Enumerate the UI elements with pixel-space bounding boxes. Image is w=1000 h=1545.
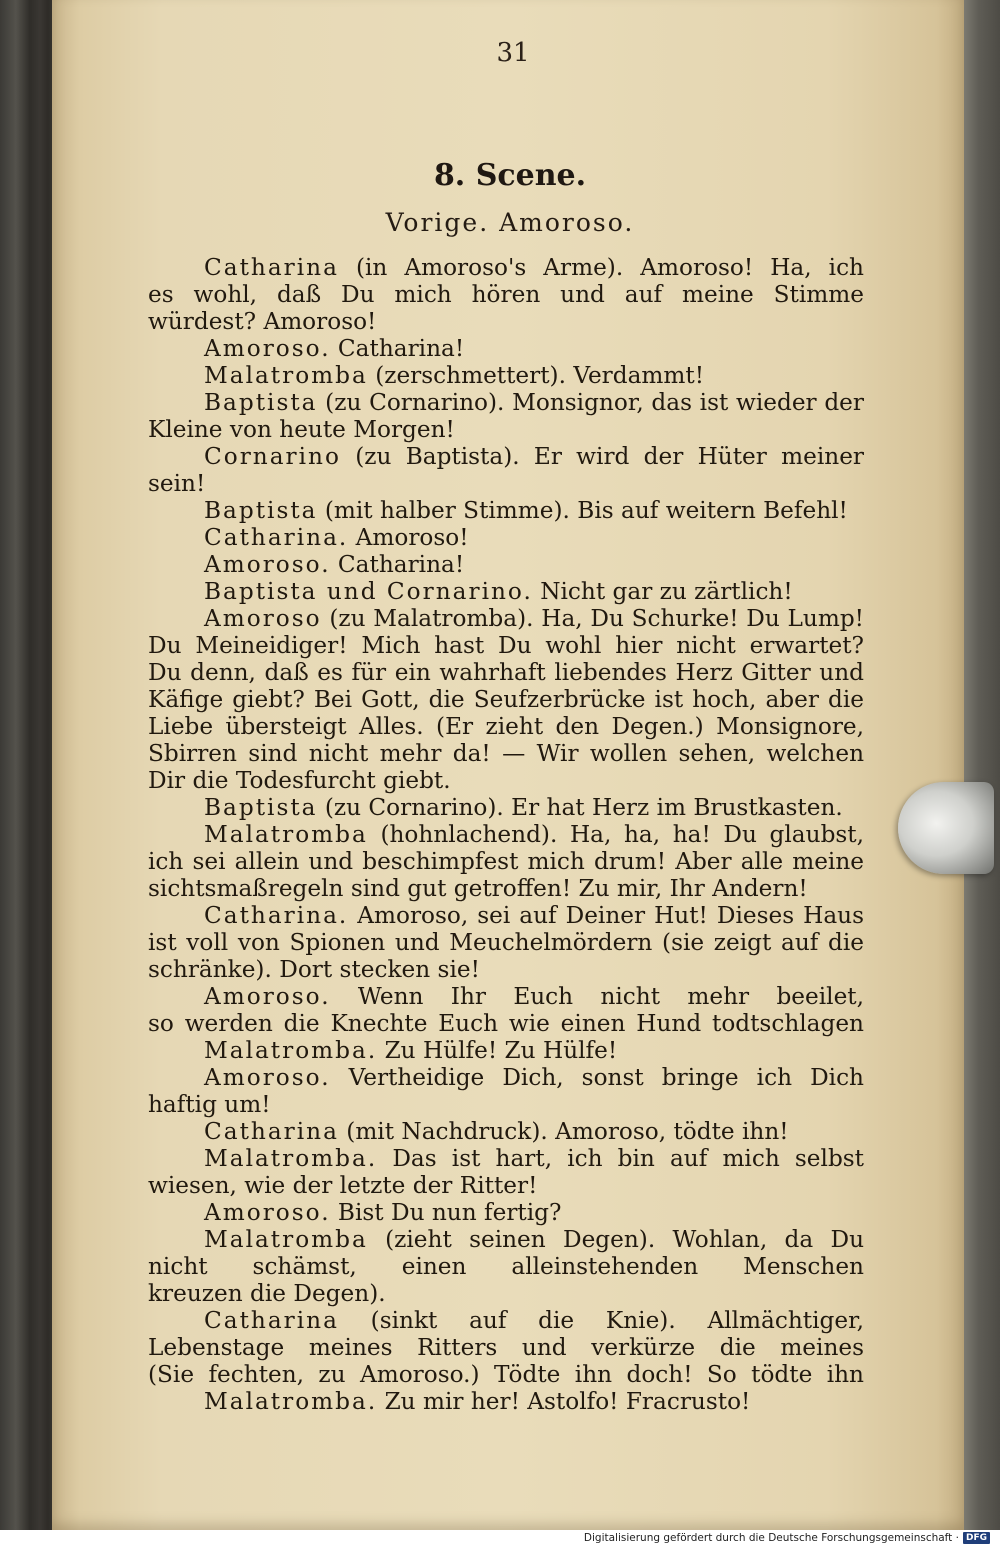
line-text: Zu mir her! Astolfo! Fracrusto! xyxy=(377,1388,751,1415)
text-line xyxy=(148,605,864,632)
line-text: Käfige giebt? Bei Gott, die Seufzerbrücke ist hoch, aber die xyxy=(148,686,864,713)
text-line xyxy=(148,551,864,578)
text-line xyxy=(148,1388,864,1415)
line-text: Amoroso, sei auf Deiner Hut! Dieses Haus xyxy=(348,902,864,929)
text-line xyxy=(148,1253,864,1280)
book-edge xyxy=(964,0,1000,1530)
line-text: Du Meineidiger! Mich hast Du wohl hier nicht erwartet? xyxy=(148,632,864,659)
speaker-name: Amoroso. xyxy=(204,1064,331,1091)
text-line xyxy=(148,1091,864,1118)
speaker-name: Baptista xyxy=(204,389,318,416)
line-text: (zu Cornarino). Er hat Herz im Brustkasten. xyxy=(317,794,843,821)
speaker-name: Catharina. xyxy=(204,902,349,929)
text-line xyxy=(148,1145,864,1172)
speaker-name: Amoroso xyxy=(204,605,322,632)
page-clip xyxy=(898,782,994,874)
speaker-name: Amoroso. xyxy=(204,335,331,362)
line-text: nicht schämst, einen alleinstehenden Menschen xyxy=(148,1253,864,1280)
text-line xyxy=(148,794,864,821)
line-text: Bist Du nun fertig? xyxy=(330,1199,562,1226)
speaker-name: Malatromba. xyxy=(204,1388,378,1415)
text-line xyxy=(148,767,864,794)
scene-title: 8. Scene. xyxy=(433,158,587,193)
line-text: Wenn Ihr Euch nicht mehr beeilet, xyxy=(357,983,864,1010)
line-text: Amoroso! xyxy=(348,524,469,551)
line-text: Zu Hülfe! Zu Hülfe! xyxy=(377,1037,618,1064)
text-line xyxy=(148,632,864,659)
line-text: (in Amoroso's Arme). Amoroso! Ha, ich xyxy=(355,254,864,281)
text-line xyxy=(148,308,864,335)
text-line xyxy=(148,254,864,281)
line-text: Vertheidige Dich, sonst bringe ich Dich xyxy=(348,1064,864,1091)
text-line xyxy=(148,848,864,875)
line-text: würdest? Amoroso! xyxy=(148,308,377,335)
text-line xyxy=(148,578,864,605)
line-text: (zu Malatromba). Ha, Du Schurke! Du Lump! xyxy=(321,605,864,632)
dfg-logo: DFG xyxy=(963,1532,990,1544)
text-line xyxy=(148,1280,864,1307)
speaker-name: Amoroso. xyxy=(204,983,331,1010)
speaker-name: Baptista xyxy=(204,497,318,524)
line-text: wiesen, wie der letzte der Ritter! xyxy=(148,1172,538,1199)
line-text: (sinkt auf die Knie). Allmächtiger, xyxy=(370,1307,864,1334)
line-text: Kleine von heute Morgen! xyxy=(148,416,455,443)
footer-credit: Digitalisierung gefördert durch die Deutsche Forschungsgemeinschaft · xyxy=(583,1532,959,1544)
text-line xyxy=(148,443,864,470)
line-text: Das ist hart, ich bin auf mich selbst xyxy=(392,1145,864,1172)
text-line xyxy=(148,713,864,740)
footer xyxy=(584,1531,990,1545)
speaker-name: Malatromba xyxy=(204,821,368,848)
line-text: (hohnlachend). Ha, ha, ha! Du glaubst, xyxy=(367,821,864,848)
line-text: (zieht seinen Degen). Wohlan, da Du xyxy=(385,1226,864,1253)
line-text: (mit halber Stimme). Bis auf weitern Befehl! xyxy=(317,497,848,524)
text-line xyxy=(148,875,864,902)
text-line xyxy=(148,497,864,524)
line-text: (zerschmettert). Verdammt! xyxy=(367,362,705,389)
speaker-name: Malatromba xyxy=(204,362,368,389)
line-text: Catharina! xyxy=(330,551,465,578)
text-line xyxy=(148,1307,864,1334)
line-text: (zu Cornarino). Monsignor, das ist wieder der xyxy=(317,389,864,416)
text-line xyxy=(148,524,864,551)
line-text: ich sei allein und beschimpfest mich drum! Aber alle meine xyxy=(148,848,864,875)
line-text: Nicht gar zu zärtlich! xyxy=(532,578,793,605)
text-line xyxy=(148,1037,864,1064)
text-line xyxy=(148,281,864,308)
speaker-name: Catharina. xyxy=(204,524,349,551)
line-text: kreuzen die Degen). xyxy=(148,1280,386,1307)
line-text: schränke). Dort stecken sie! xyxy=(148,956,480,983)
text-line xyxy=(148,1199,864,1226)
play-text xyxy=(148,254,864,1415)
text-line xyxy=(148,956,864,983)
text-line xyxy=(148,335,864,362)
speaker-name: Baptista und Cornarino. xyxy=(204,578,533,605)
text-line xyxy=(148,1226,864,1253)
text-line xyxy=(148,929,864,956)
text-line xyxy=(148,1118,864,1145)
line-text: Sbirren sind nicht mehr da! — Wir wollen sehen, welchen xyxy=(148,740,864,767)
speaker-name: Catharina xyxy=(204,1118,339,1145)
text-line xyxy=(148,740,864,767)
line-text: (zu Baptista). Er wird der Hüter meiner xyxy=(355,443,864,470)
text-line xyxy=(148,1361,864,1388)
line-text: Liebe übersteigt Alles. (Er zieht den Degen.) Monsignore, xyxy=(148,713,864,740)
line-text: Catharina! xyxy=(330,335,465,362)
line-text: es wohl, daß Du mich hören und auf meine Stimme xyxy=(148,281,864,308)
speaker-name: Amoroso. xyxy=(204,551,331,578)
text-line xyxy=(148,686,864,713)
speaker-name: Malatromba. xyxy=(204,1037,378,1064)
text-line xyxy=(148,902,864,929)
line-text: so werden die Knechte Euch wie einen Hund todtschlagen xyxy=(148,1010,864,1037)
text-line xyxy=(148,416,864,443)
line-text: haftig um! xyxy=(148,1091,271,1118)
speaker-name: Cornarino xyxy=(204,443,341,470)
text-line xyxy=(148,821,864,848)
speaker-name: Amoroso. xyxy=(204,1199,331,1226)
speaker-name: Baptista xyxy=(204,794,318,821)
speaker-name: Malatromba. xyxy=(204,1145,378,1172)
text-line xyxy=(148,1010,864,1037)
text-line xyxy=(148,1334,864,1361)
text-line xyxy=(148,470,864,497)
text-line xyxy=(148,1172,864,1199)
speaker-name: Malatromba xyxy=(204,1226,368,1253)
line-text: sichtsmaßregeln sind gut getroffen! Zu mir, Ihr Andern! xyxy=(148,875,808,902)
speaker-name: Catharina xyxy=(204,1307,339,1334)
line-text: Lebenstage meines Ritters und verkürze die meines xyxy=(148,1334,864,1361)
line-text: ist voll von Spionen und Meuchelmördern (sie zeigt auf die xyxy=(148,929,864,956)
text-line xyxy=(148,659,864,686)
line-text: (mit Nachdruck). Amoroso, tödte ihn! xyxy=(338,1118,789,1145)
page-number: 31 xyxy=(496,38,530,68)
line-text: Du denn, daß es für ein wahrhaft liebendes Herz Gitter und xyxy=(148,659,864,686)
text-line xyxy=(148,1064,864,1091)
cast-line: Vorige. Amoroso. xyxy=(385,208,635,237)
text-line xyxy=(148,389,864,416)
line-text: Dir die Todesfurcht giebt. xyxy=(148,767,451,794)
line-text: (Sie fechten, zu Amoroso.) Tödte ihn doch! So tödte ihn xyxy=(148,1361,864,1388)
text-line xyxy=(148,362,864,389)
line-text: sein! xyxy=(148,470,206,497)
speaker-name: Catharina xyxy=(204,254,339,281)
text-line xyxy=(148,983,864,1010)
